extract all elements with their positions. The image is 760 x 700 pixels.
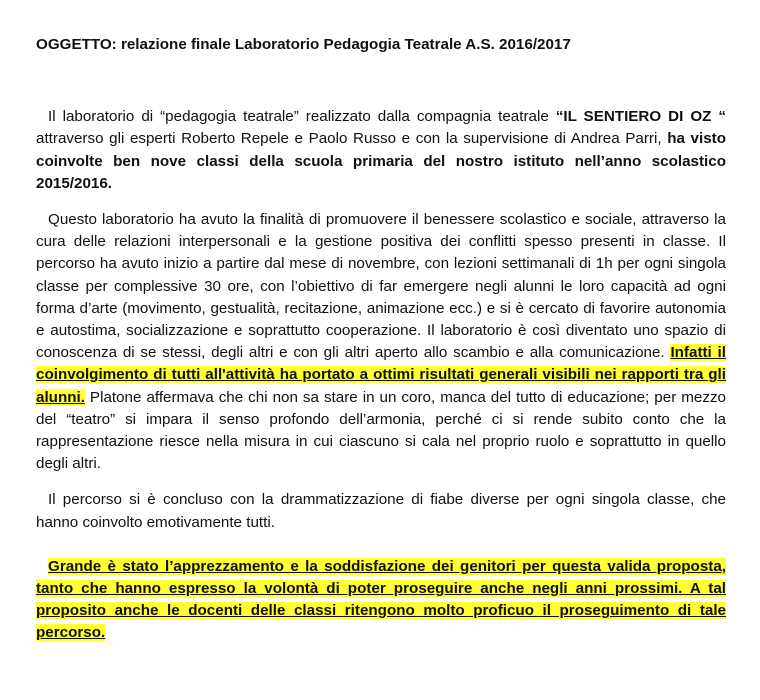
paragraph-intro: [36, 106, 726, 195]
document-page: [36, 34, 726, 645]
intro-text-middle: attraverso gli esperti Roberto Repele e Paolo Russo e con la supervisione di Andrea Parri,: [36, 130, 668, 148]
goals-highlight: Infatti il coinvolgimento di tutti all'attività ha portato a ottimi risultati generali visibili nei rapporti tra gli alunni.: [36, 344, 726, 406]
appreciation-highlight: Grande è stato l’apprezzamento e la soddisfazione dei genitori per questa valida proposta, tanto che hanno espresso la volontà di poter proseguire anche negli anni prossimi. A tal proposito anche le docenti delle classi ritengono molto proficuo il proseguimento di tale percorso.: [36, 557, 726, 642]
paragraph-conclusion: [36, 489, 726, 533]
company-name: “IL SENTIERO DI OZ “: [555, 108, 727, 126]
paragraph-appreciation: [36, 556, 726, 645]
goals-text-end: Platone affermava che chi non sa stare in un coro, manca del tutto di educazione; per mezzo del “teatro” si impara il senso profondo dell’armonia, perché ci si rende subito conto che la rappresentazione riesce nella misura in cui ciascuno si cala nel proprio ruolo e soprattutto in quello degli altri.: [36, 388, 726, 473]
paragraph-goals: [36, 209, 726, 475]
intro-bold-statement: ha visto coinvolte ben nove classi della scuola primaria del nostro istituto nell’anno scolastico 2015/2016.: [36, 130, 726, 192]
intro-text-start: Il laboratorio di “pedagogia teatrale” realizzato dalla compagnia teatrale: [48, 108, 556, 126]
goals-text-start: Questo laboratorio ha avuto la finalità di promuovere il benessere scolastico e sociale, attraverso la cura delle relazioni interpersonali e la gestione positiva dei conflitti spesso presenti in classe. Il percorso ha avuto inizio a partire dal mese di novembre, con lezioni settimanali di 1h per ogni singola classe per complessive 30 ore, con l’obiettivo di far emergere negli alunni le loro capacità ad ogni forma d’arte (movimento, gestualità, recitazione, animazione ecc.) e si è cercato di favorire autonomia e autostima, socializzazione e soprattutto cooperazione. Il laboratorio è così diventato uno spazio di conoscenza di se stessi, degli altri e con gli altri aperto allo scambio e alla comunicazione.: [36, 211, 726, 362]
conclusion-text: Il percorso si è concluso con la drammatizzazione di fiabe diverse per ogni singola classe, che hanno coinvolto emotivamente tutti.: [36, 491, 726, 531]
document-title: OGGETTO: relazione finale Laboratorio Pedagogia Teatrale A.S. 2016/2017: [36, 36, 571, 53]
